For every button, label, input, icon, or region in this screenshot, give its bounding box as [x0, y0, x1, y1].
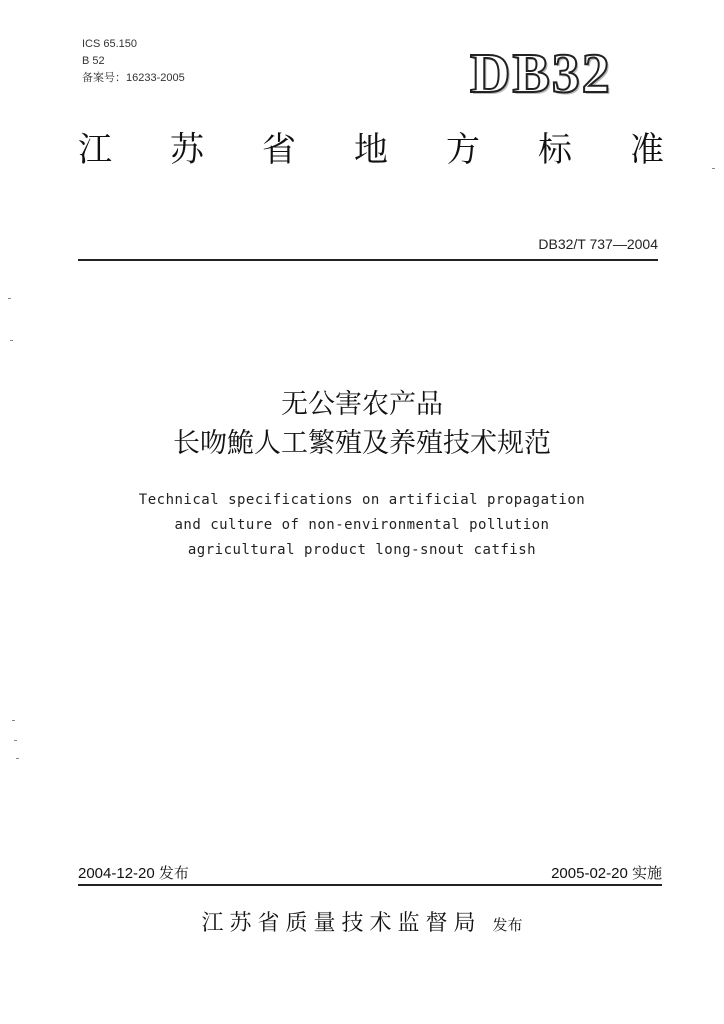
- class-code: B 52: [82, 55, 105, 67]
- footer-rule: [78, 884, 662, 886]
- issue-date: 2004-12-20 发布: [78, 865, 189, 882]
- publisher-org: 江苏省质量技术监督局: [201, 911, 482, 936]
- standard-category-title: [78, 128, 664, 172]
- scan-speck: [16, 758, 19, 759]
- title-char: 方: [446, 130, 480, 170]
- chinese-title-line-2: 长吻鮠人工繁殖及养殖技术规范: [173, 428, 551, 459]
- standard-number: DB32/T 737—2004: [538, 236, 658, 252]
- title-char: 江: [78, 130, 112, 170]
- scan-speck: [12, 720, 15, 721]
- title-char: 省: [262, 130, 296, 170]
- publisher: [0, 906, 724, 937]
- english-title-line-2: and culture of non-environmental pollution: [174, 517, 550, 533]
- chinese-title-line-1: 无公害农产品: [281, 389, 443, 420]
- title-char: 标: [538, 130, 572, 170]
- ics-code: ICS 65.150: [82, 38, 138, 50]
- scan-speck: [10, 340, 13, 341]
- scan-speck: [8, 298, 11, 299]
- scan-speck: [14, 740, 17, 741]
- db32-logo: DB32: [470, 43, 612, 105]
- english-title-line-3: agricultural product long-snout catfish: [187, 542, 537, 558]
- title-char: 苏: [170, 130, 204, 170]
- header-rule: [78, 259, 658, 261]
- record-number: 备案号：16233-2005: [82, 72, 185, 84]
- title-char: 准: [630, 130, 664, 170]
- scan-speck: [712, 168, 715, 169]
- classification-block: [82, 36, 185, 87]
- implementation-date: 2005-02-20 实施: [551, 865, 662, 882]
- english-title-line-1: Technical specifications on artificial propagation: [138, 492, 586, 508]
- title-char: 地: [354, 130, 388, 170]
- publisher-suffix: 发布: [492, 916, 523, 934]
